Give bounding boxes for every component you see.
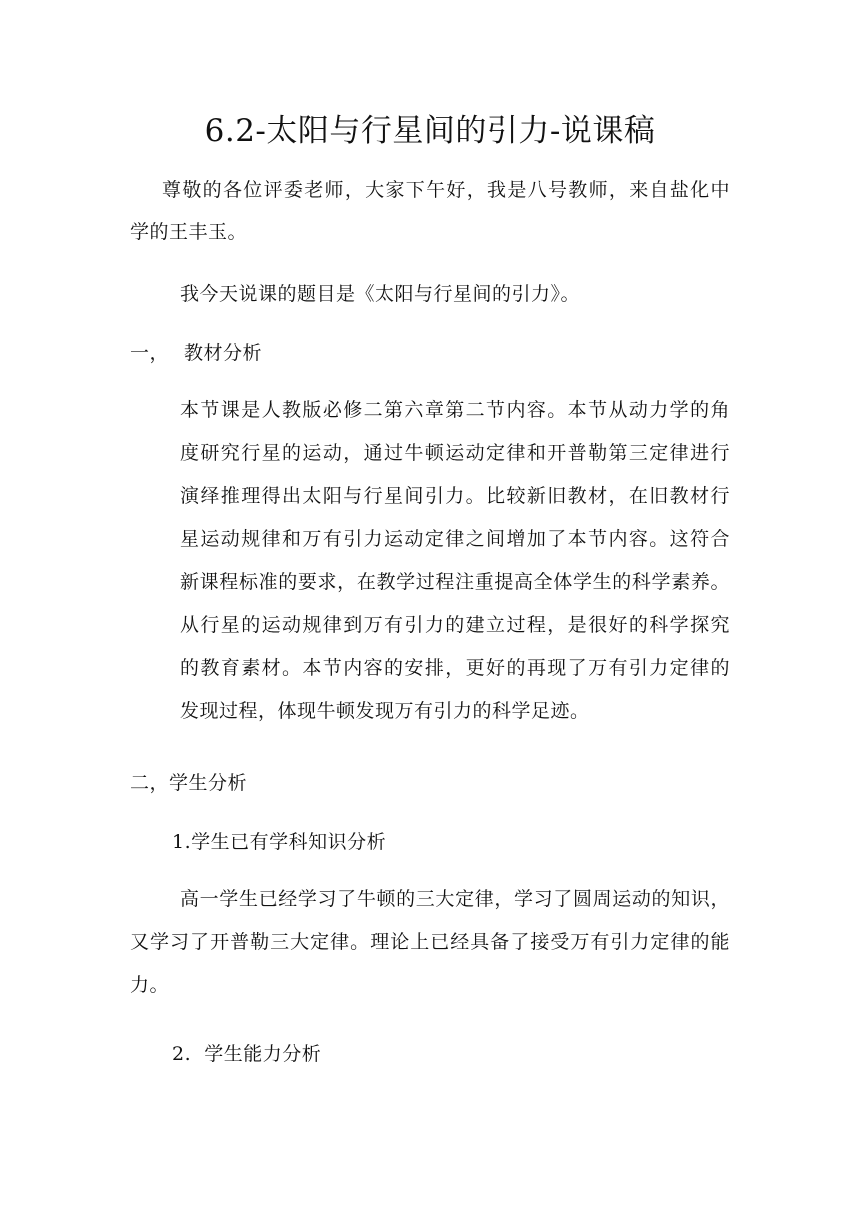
section1-line: 星运动规律和万有引力运动定律之间增加了本节内容。这符合 bbox=[180, 528, 730, 550]
section2-sub1-line: 又学习了开普勒三大定律。理论上已经具备了接受万有引力定律的能 bbox=[130, 931, 730, 953]
document-title: 6.2-太阳与行星间的引力-说课稿 bbox=[204, 113, 656, 149]
section2-sub1-line: 高一学生已经学习了牛顿的三大定律，学习了圆周运动的知识， bbox=[180, 888, 730, 910]
section1-line: 演绎推理得出太阳与行星间引力。比较新旧教材，在旧教材行 bbox=[180, 485, 730, 507]
topic-line: 我今天说课的题目是《太阳与行星间的引力》。 bbox=[180, 283, 581, 305]
section1-line: 度研究行星的运动，通过牛顿运动定律和开普勒第三定律进行 bbox=[180, 442, 730, 464]
section1-line: 的教育素材。本节内容的安排，更好的再现了万有引力定律的 bbox=[180, 657, 730, 679]
section1-line: 从行星的运动规律到万有引力的建立过程，是很好的科学探究 bbox=[180, 614, 730, 636]
greeting-line-1: 尊敬的各位评委老师，大家下午好，我是八号教师，来自盐化中 bbox=[162, 179, 730, 201]
section1-number: 一， bbox=[130, 342, 170, 364]
section2-heading: 二，学生分析 bbox=[130, 772, 248, 794]
section1-line: 发现过程，体现牛顿发现万有引力的科学足迹。 bbox=[180, 700, 590, 722]
section1-line: 本节课是人教版必修二第六章第二节内容。本节从动力学的角 bbox=[180, 399, 730, 421]
section1-line: 新课程标准的要求，在教学过程注重提高全体学生的科学素养。 bbox=[180, 571, 730, 593]
section2-sub1-heading: 1.学生已有学科知识分析 bbox=[172, 831, 387, 853]
section2-sub2-heading: 2. 学生能力分析 bbox=[172, 1043, 322, 1065]
section1-heading: 教材分析 bbox=[184, 342, 263, 364]
greeting-line-2: 学的王丰玉。 bbox=[130, 221, 248, 243]
section2-sub1-line: 力。 bbox=[130, 974, 170, 996]
